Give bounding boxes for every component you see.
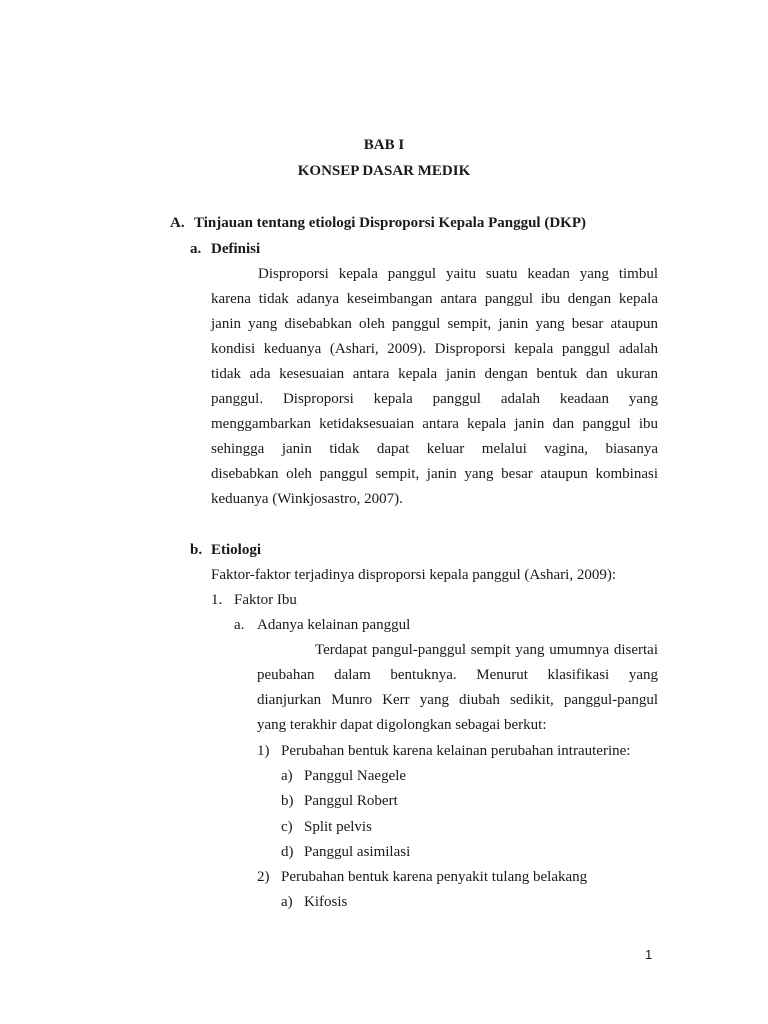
sub-a-label: Adanya kelainan panggul — [257, 617, 411, 633]
item-1b-label: Panggul Robert — [304, 793, 398, 809]
item-2a-label: Kifosis — [304, 894, 348, 910]
etiologi-title: Etiologi — [211, 542, 262, 558]
definisi-line: keduanya (Winkjosastro, 2007). — [211, 491, 403, 507]
definisi-line: menggambarkan ketidaksesuaian antara kepala janin dan panggul ibu — [211, 416, 658, 432]
chapter-label: BAB I — [363, 137, 405, 153]
sub-a-line: Terdapat pangul-panggul sempit yang umumnya disertai — [315, 642, 658, 658]
factor-1-label: Faktor Ibu — [234, 592, 297, 608]
definisi-marker: a. — [190, 241, 202, 257]
definisi-line: disebabkan oleh panggul sempit, janin yang besar ataupun kombinasi — [211, 466, 658, 482]
etiologi-intro: Faktor-faktor terjadinya disproporsi kepala panggul (Ashari, 2009): — [211, 567, 617, 583]
definisi-title: Definisi — [211, 241, 261, 257]
item-1c-label: Split pelvis — [304, 819, 372, 835]
item-1c-marker: c) — [281, 819, 293, 835]
sub-a-marker: a. — [234, 617, 245, 633]
definisi-line: Disproporsi kepala panggul yaitu suatu keadan yang timbul — [258, 266, 658, 282]
etiologi-marker: b. — [190, 542, 203, 558]
item-1-label: Perubahan bentuk karena kelainan perubahan intrauterine: — [281, 743, 631, 759]
item-1a-label: Panggul Naegele — [304, 768, 407, 784]
chapter-title: KONSEP DASAR MEDIK — [297, 163, 471, 179]
definisi-line: karena tidak adanya keseimbangan antara panggul ibu dengan kepala — [211, 291, 658, 307]
page-number: 1 — [645, 947, 653, 962]
section-a-marker: A. — [170, 215, 185, 231]
item-2-marker: 2) — [257, 869, 270, 885]
item-1d-marker: d) — [281, 844, 294, 860]
factor-1-marker: 1. — [211, 592, 223, 608]
item-1-marker: 1) — [257, 743, 270, 759]
item-1b-marker: b) — [281, 793, 294, 809]
item-2-label: Perubahan bentuk karena penyakit tulang belakang — [281, 869, 588, 885]
definisi-line: janin yang disebabkan oleh panggul sempit, janin yang besar ataupun — [211, 316, 658, 332]
section-a-title: Tinjauan tentang etiologi Disproporsi Kepala Panggul (DKP) — [194, 215, 586, 231]
sub-a-line: peubahan dalam bentuknya. Menurut klasifikasi yang — [257, 667, 658, 683]
definisi-line: sehingga janin tidak dapat keluar melalui vagina, biasanya — [211, 441, 658, 457]
item-2a-marker: a) — [281, 894, 293, 910]
sub-a-line: dianjurkan Munro Kerr yang diubah sedikit, panggul-pangul — [257, 692, 658, 708]
definisi-line: kondisi keduanya (Ashari, 2009). Disproporsi kepala panggul adalah — [211, 341, 658, 357]
item-1d-label: Panggul asimilasi — [304, 844, 411, 860]
definisi-line: tidak ada kesesuaian antara kepala janin dengan bentuk dan ukuran — [211, 366, 658, 382]
sub-a-line: yang terakhir dapat digolongkan sebagai berkut: — [257, 717, 547, 733]
item-1a-marker: a) — [281, 768, 293, 784]
definisi-line: panggul. Disproporsi kepala panggul adalah keadaan yang — [211, 391, 658, 407]
